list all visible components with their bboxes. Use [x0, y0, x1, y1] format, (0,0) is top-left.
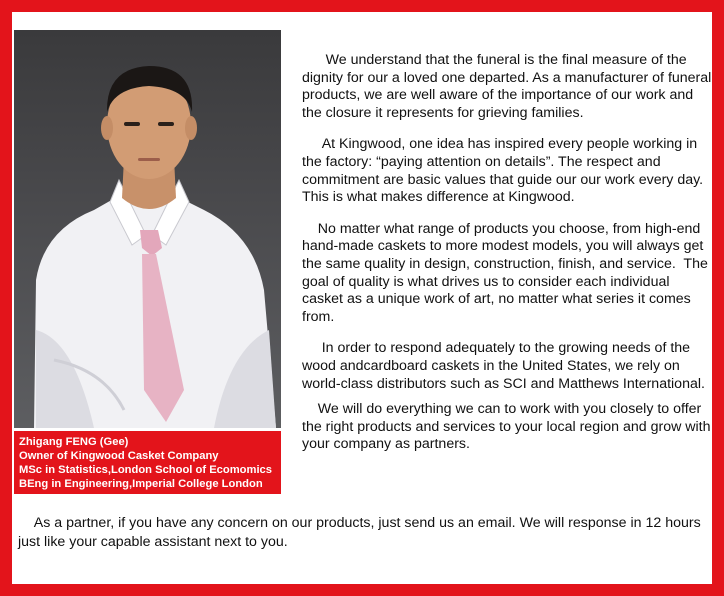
- paragraph-2: At Kingwood, one idea has inspired every people working in the factory: “paying attention on details”. The respect and commitment are basic values that guide our our work every day. This is what makes difference at Kingwood.: [302, 136, 704, 206]
- portrait-illustration: [14, 30, 281, 428]
- caption-name: Zhigang FENG (Gee): [19, 436, 129, 448]
- paragraph-1: We understand that the funeral is the final measure of the dignity for our a loved one departed. As a manufacturer of funeral products, we are well aware of the importance of our work and the closure it represents for grieving families.: [302, 52, 712, 121]
- caption-title: Owner of Kingwood Casket Company: [19, 450, 219, 462]
- caption-degree-msc: MSc in Statistics,London School of Ecomomics: [19, 464, 272, 476]
- body-text: [302, 52, 712, 468]
- paragraph-4: In order to respond adequately to the growing needs of the wood andcardboard caskets in the United States, we rely on world-class distributors such as SCI and Matthews International.: [302, 340, 705, 392]
- caption-degree-beng: BEng in Engineering,Imperial College London: [19, 478, 263, 490]
- paragraph-5: We will do everything we can to work with you closely to offer the right products and services to your local region and grow with your company as partners.: [302, 401, 711, 453]
- closing-paragraph: As a partner, if you have any concern on our products, just send us an email. We will response in 12 hours just like your capable assistant next to you.: [18, 515, 701, 550]
- photo-caption: [14, 431, 281, 494]
- portrait-photo: [14, 30, 281, 428]
- paragraph-3: No matter what range of products you choose, from high-end hand-made caskets to more modest models, you will always get the same quality in design, construction, finish, and service. The goal of quality is what drives us to consider each individual casket as a unique work of art, no matter what series it comes from.: [302, 220, 708, 325]
